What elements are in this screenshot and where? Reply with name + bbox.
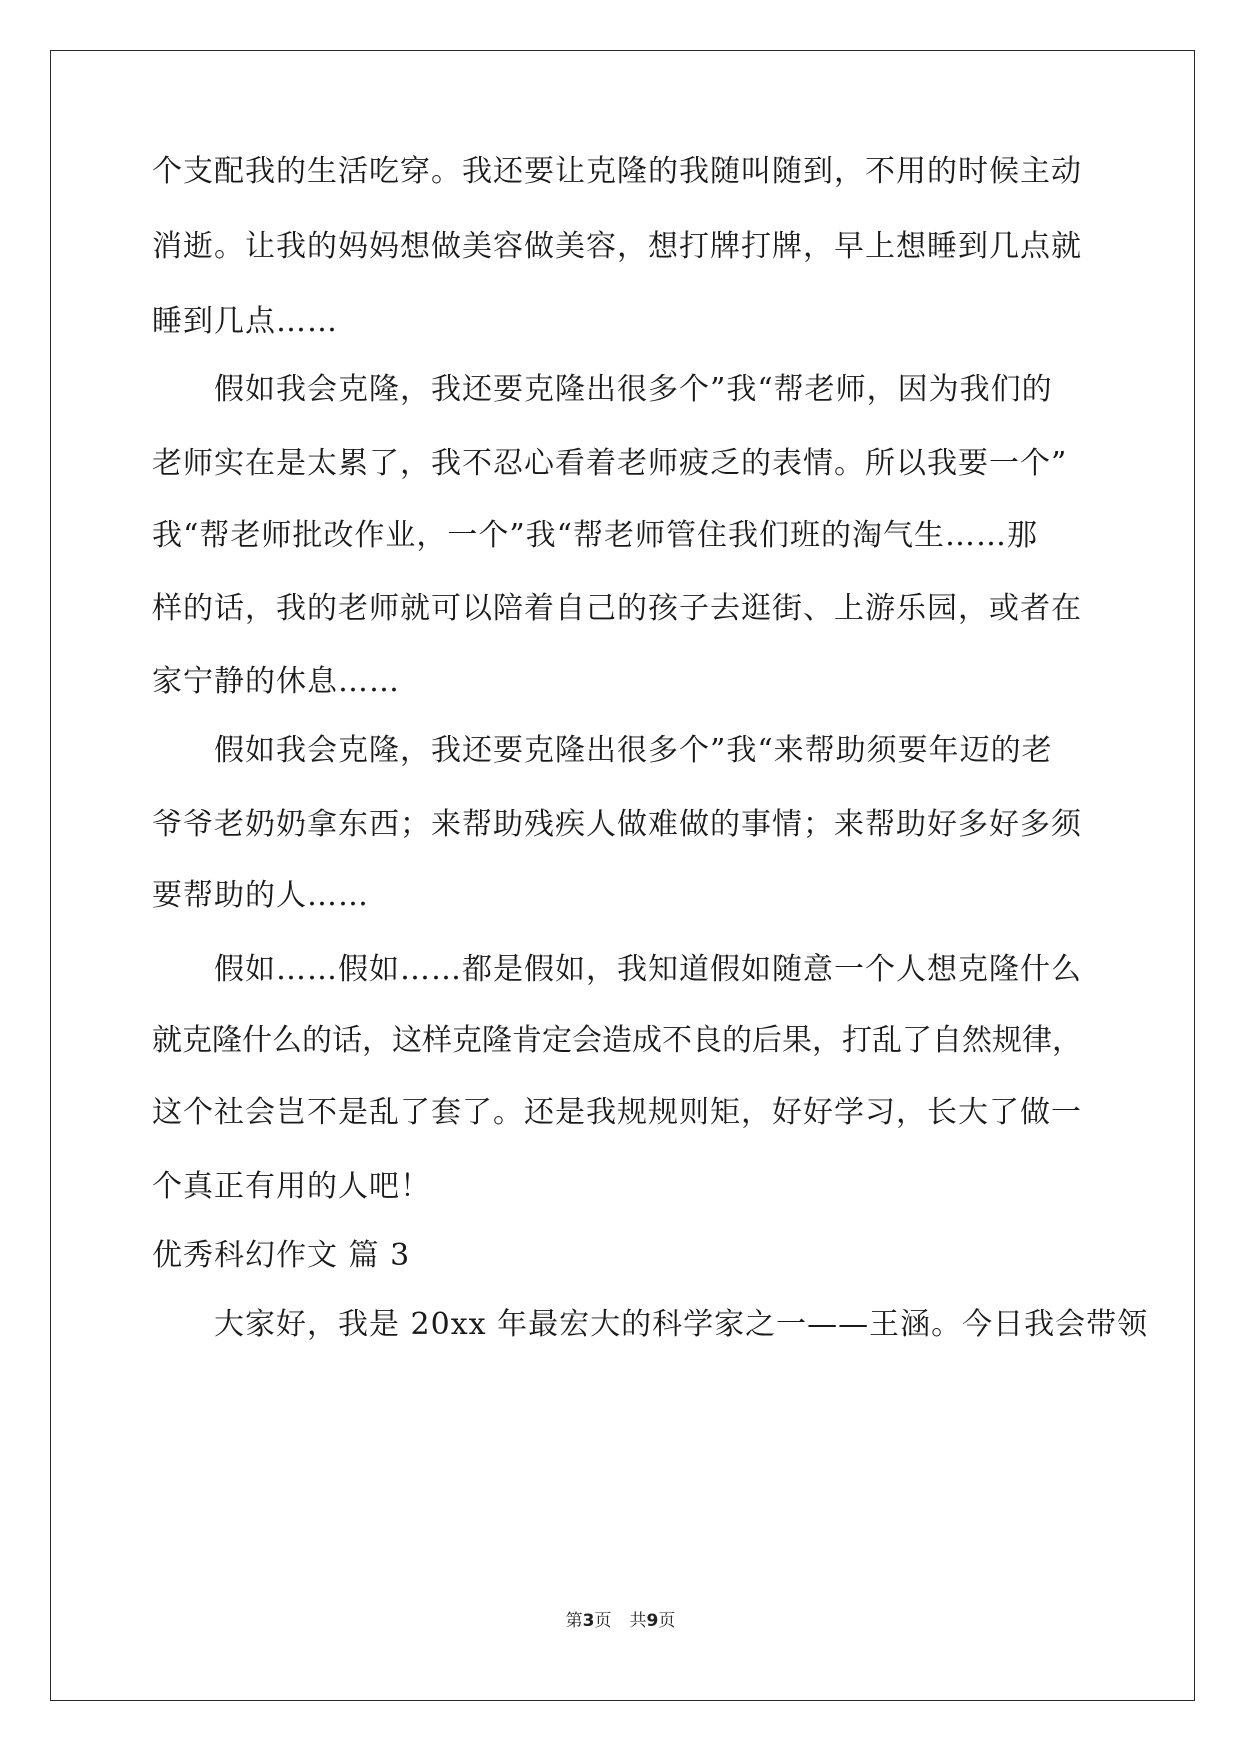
text-line-5: 老师实在是太累了，我不忍心看着老师疲乏的表情。所以我要一个”: [152, 446, 1068, 481]
text-line-10: 爷爷老奶奶拿东西；来帮助残疾人做难做的事情；来帮助好多好多须: [152, 807, 1082, 842]
footer-total-prefix: 共: [629, 1611, 647, 1631]
footer-current-page: 3: [582, 1611, 595, 1631]
footer-total-suffix: 页: [658, 1611, 676, 1631]
section-heading: 优秀科幻作文 篇 3: [152, 1238, 411, 1273]
text-line-17: 大家好，我是 20xx 年最宏大的科学家之一——王涵。今日我会带领: [152, 1307, 1149, 1342]
text-line-3: 睡到几点……: [152, 304, 338, 339]
text-line-11: 要帮助的人……: [152, 878, 369, 913]
page-footer: [0, 1609, 1241, 1633]
text-line-6: 我“帮老师批改作业，一个”我“帮老师管住我们班的淘气生……那: [152, 518, 1039, 553]
text-line-4: 假如我会克隆，我还要克隆出很多个”我“帮老师，因为我们的: [152, 372, 1053, 407]
text-line-15: 个真正有用的人吧！: [152, 1169, 431, 1204]
text-line-9: 假如我会克隆，我还要克隆出很多个”我“来帮助须要年迈的老: [152, 733, 1053, 768]
text-line-14: 这个社会岂不是乱了套了。还是我规规则矩，好好学习，长大了做一: [152, 1095, 1082, 1130]
text-line-13: 就克隆什么的话，这样克隆肯定会造成不良的后果，打乱了自然规律，: [152, 1023, 1082, 1058]
text-line-7: 样的话，我的老师就可以陪着自己的孩子去逛街、上游乐园，或者在: [152, 591, 1082, 626]
text-line-8: 家宁静的休息……: [152, 664, 400, 699]
text-line-2: 消逝。让我的妈妈想做美容做美容，想打牌打牌，早上想睡到几点就: [152, 229, 1082, 264]
text-line-1: 个支配我的生活吃穿。我还要让克隆的我随叫随到，不用的时候主动: [152, 154, 1082, 189]
footer-page-suffix: 页: [594, 1611, 612, 1631]
text-line-12: 假如……假如……都是假如，我知道假如随意一个人想克隆什么: [152, 952, 1082, 987]
footer-page-prefix: 第: [565, 1611, 583, 1631]
footer-total-pages: 9: [646, 1611, 659, 1631]
